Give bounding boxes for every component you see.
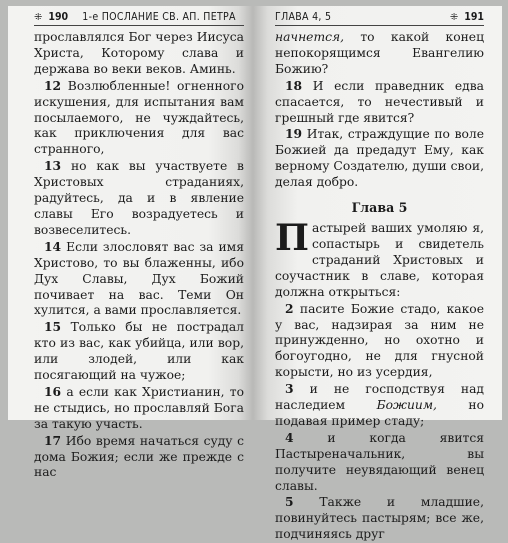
- book-spread: [8, 6, 502, 542]
- verse-number: 5: [285, 494, 294, 510]
- verse-number: 13: [44, 158, 62, 174]
- ornament-icon: ⁜: [34, 11, 43, 23]
- page-number: 191: [464, 11, 484, 23]
- verse-number: 3: [285, 381, 294, 397]
- verse-paragraph: 14 Если злословят вас за имя Христово, то вы блаженны, ибо Дух Славы, Дух Божий почивает на вас. Теми Он хулится, а вами прославляется.: [34, 238, 244, 318]
- chapter-opening-paragraph: Пастырей ваших умоляю я, сопастырь и свидетель страданий Христовых и соучастник в славе, которая должна открыться:: [275, 217, 484, 299]
- verse-paragraph: 3 и не господствуя над наследием Божиим, но подавая пример стаду;: [275, 381, 484, 428]
- verse-paragraph: 4 и когда явится Пастыреначальник, вы получите неувядающий венец славы.: [275, 429, 484, 493]
- verse-paragraph: начнется, то какой конец непокорящимся Евангелию Божию?: [275, 30, 484, 76]
- verse-number: 16: [44, 383, 62, 399]
- verse-paragraph: 17 Ибо время начаться суду с дома Божия; если же прежде с нас: [34, 432, 244, 480]
- verse-paragraph: 15 Только бы не пострадал кто из вас, как убийца, или вор, или злодей, или как посягающий на чужое;: [34, 319, 244, 383]
- drop-cap: П: [275, 217, 309, 260]
- left-running-head: [34, 9, 244, 26]
- chapter-heading: Глава 5: [351, 200, 408, 216]
- verse-paragraph: 19 Итак, страждущие по воле Божией да предадут Ему, как верному Создателю, души свои, делая добро.: [275, 126, 484, 190]
- verse-number: 15: [44, 319, 62, 335]
- verse-paragraph: прославлялся Бог через Иисуса Христа, Которому слава и держава во веки веков. Аминь.: [34, 30, 244, 76]
- verse-number: 19: [285, 126, 303, 142]
- right-page: [253, 6, 502, 542]
- verse-paragraph: 18 И если праведник едва спасается, то нечестивый и грешный где явится?: [275, 77, 484, 125]
- right-running-head: [275, 9, 484, 26]
- verse-number: 18: [285, 77, 303, 93]
- left-text: [34, 30, 244, 481]
- verse-number: 17: [44, 432, 62, 448]
- running-title: 1-е ПОСЛАНИЕ СВ. АП. ПЕТРА: [82, 11, 236, 23]
- page-number: 190: [48, 11, 69, 23]
- running-title: ГЛАВА 4, 5: [275, 11, 332, 23]
- verse-number: 2: [285, 300, 294, 316]
- verse-paragraph: 2 пасите Божие стадо, какое у вас, надзирая за ним не принужденно, но охотно и богоугодно, не для гнусной корысти, но из усердия,: [275, 300, 484, 380]
- verse-paragraph: 13 но как вы участвуете в Христовых страданиях, радуйтесь, да и в явление славы Его возрадуетесь и возвеселитесь.: [34, 158, 244, 237]
- ornament-icon: ⁜: [449, 11, 459, 23]
- verse-paragraph: 12 Возлюбленные! огненного искушения, для испытания вам посылаемого, не чуждайтесь, как приключения для вас странного,: [34, 77, 244, 157]
- verse-number: 4: [285, 429, 294, 445]
- verse-number: 14: [44, 238, 62, 254]
- right-text: [275, 30, 484, 543]
- verse-paragraph: 16 а если как Христианин, то не стыдись, но прославляй Бога за такую участь.: [34, 383, 244, 431]
- verse-number: 12: [44, 77, 62, 93]
- verse-paragraph: 5 Также и младшие, повинуйтесь пастырям; все же, подчиняясь друг: [275, 494, 484, 542]
- left-page: [8, 6, 253, 480]
